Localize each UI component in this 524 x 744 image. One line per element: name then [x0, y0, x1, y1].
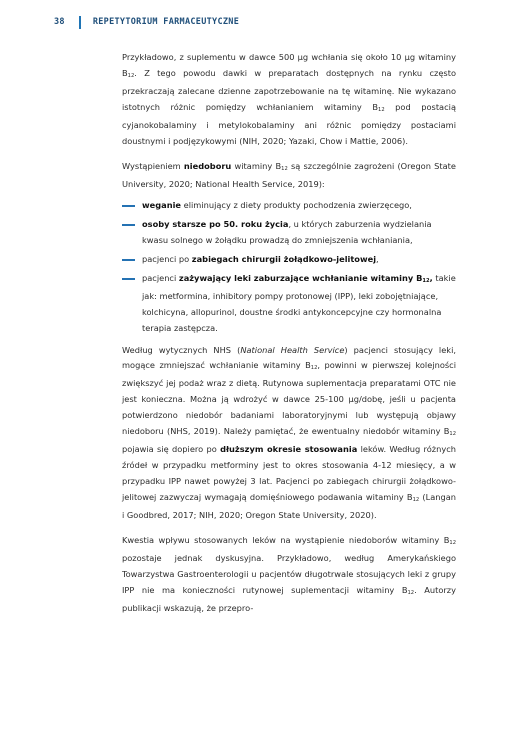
page-number: 38 — [54, 17, 65, 27]
list-item-vegans: weganie eliminujący z diety produkty pochodzenia zwierzęcego, — [122, 198, 456, 214]
list-item-surgery: pacjenci po zabiegach chirurgii żołądkowo-jelitowej, — [122, 252, 456, 268]
list-item-elderly: osoby starsze po 50. roku życia, u których zaburzenia wydzielania kwasu solnego w żołądku prowadzą do zmniejszenia wchłaniania, — [122, 217, 456, 249]
header-separator — [79, 16, 81, 29]
book-title: REPETYTORIUM FARMACEUTYCZNE — [92, 17, 240, 27]
paragraph-absorption: Przykładowo, z suplementu w dawce 500 µg wchłania się około 10 µg witaminy $B_{12}$. Z tego powodu dawki w preparatach dostępnych na rynku często przekraczają zalecane dzienne zapotrzebowanie na tę witaminę. Nie wykazano istotnych różnic pomiędzy wchłanianiem witaminy $B_{12}$ pod postacią cyjanokobalaminy i metylokobalaminy ani różnic pomiędzy postaciami doustnymi i podjęzykowymi (NIH, 2020; Yazaki, Chow i Mattie, 2006). — [122, 52, 456, 146]
page-header — [54, 14, 239, 30]
list-item-drugs: pacjenci zażywający leki zaburzające wchłanianie witaminy $B_{12}$, takie jak: metformina, inhibitory pompy protonowej (IPP), leki zobojętniające, kolchicyna, allopurinol, doustne środki antykoncepcyjne czy hormonalna terapia zastępcza. — [122, 271, 456, 337]
paragraph-nhs-guidelines: Według wytycznych NHS (National Health Service) pacjenci stosujący leki, mogące zmniejszać wchłanianie witaminy $B_{12}$, powinni w pierwszej kolejności zwiększyć jej podaż wraz z dietą. Rutynowa suplementacja preparatami OTC nie jest konieczna. Można ją wdrożyć w dawce 25-100 µg/dobę, jeśli u pacjenta potwierdzono niedobór badaniami laboratoryjnymi lub występują objawy niedoboru (NHS, 2019). Należy pamiętać, że ewentualny niedobór witaminy $B_{12}$ pojawia się dopiero po dłuższym okresie stosowania leków. Według różnych źródeł w przypadku metforminy jest to okres stosowania 4-12 miesięcy, a w przypadku IPP nawet powyżej 3 lat. Pacjenci po zabiegach chirurgii żołądkowo-jelitowej zazwyczaj wymagają domięśniowego podawania witaminy $B_{12}$ (Langan i Goodbred, 2017; NIH, 2020; Oregon State University, 2020). — [122, 344, 456, 520]
paragraph-deficiency-intro: Wystąpieniem niedoboru witaminy $B_{12}$ są szczególnie zagrożeni (Oregon State University, 2020; National Health Service, 2019): — [122, 161, 456, 190]
main-content — [122, 50, 456, 627]
dash-bullet-icon — [122, 259, 135, 261]
dash-bullet-icon — [122, 205, 135, 207]
paragraph-discussion: Kwestia wpływu stosowanych leków na wystąpienie niedoborów witaminy $B_{12}$ pozostaje jednak dyskusyjna. Przykładowo, według Amerykańskiego Towarzystwa Gastroenterologii u pacjentów długotrwale stosujących leki z grupy IPP nie ma konieczności rutynowej suplementacji witaminy $B_{12}$. Autorzy publikacji wskazują, że przepro- — [122, 535, 456, 614]
risk-group-list — [122, 198, 456, 336]
dash-bullet-icon — [122, 278, 135, 280]
dash-bullet-icon — [122, 224, 135, 226]
